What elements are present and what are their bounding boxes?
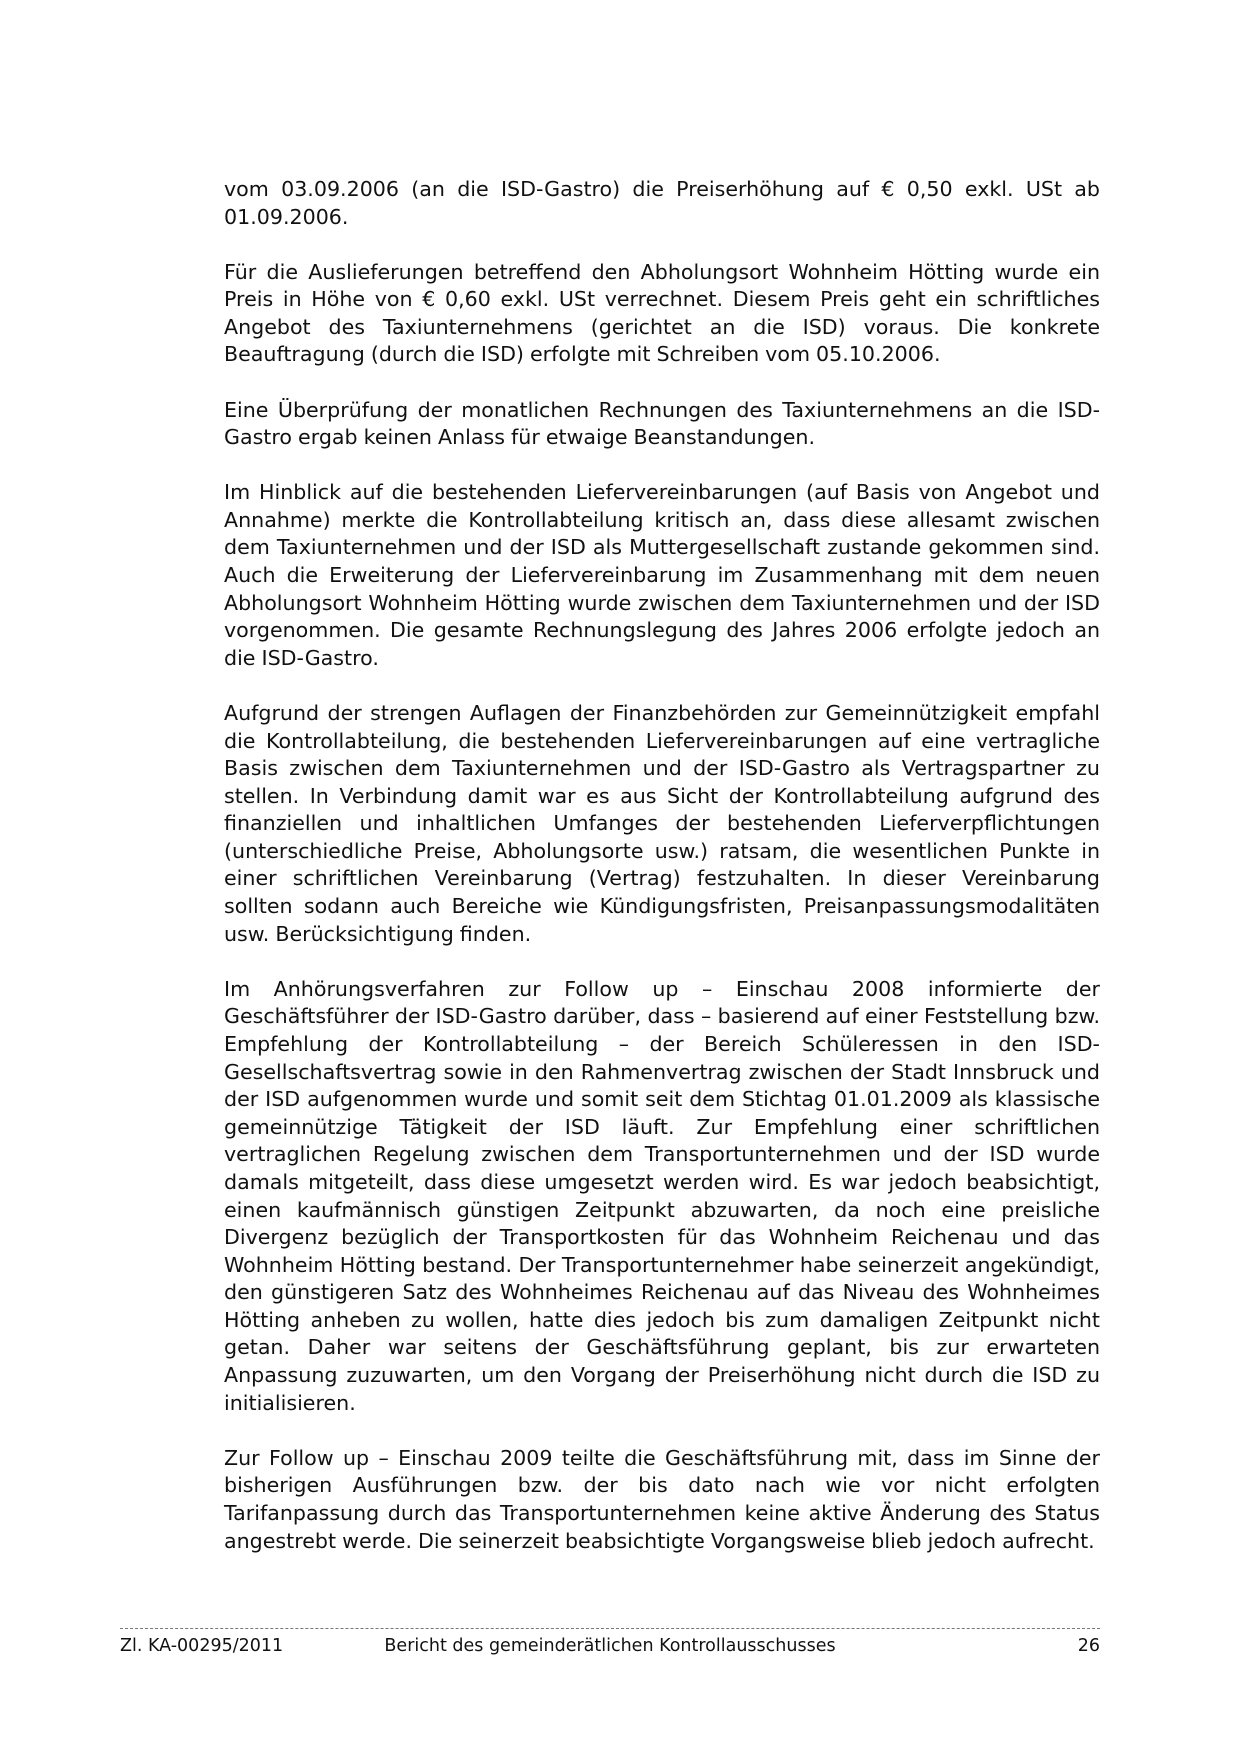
- footer-divider: [120, 1628, 1100, 1629]
- footer-page-number: 26: [1077, 1636, 1100, 1656]
- page-footer: [120, 1634, 1100, 1660]
- paragraph-follow-up-2008: Im Anhörungsverfahren zur Follow up – Einschau 2008 informierte der Geschäftsführer der ISD-Gastro darüber, dass – basierend auf einer Feststellung bzw. Empfehlung der Kontrollabteilung – der Bereich Schüleressen in den ISD-Gesellschaftsvertrag sowie in den Rahmenvertrag zwischen der Stadt Innsbruck und der ISD aufgenommen wurde und somit seit dem Stichtag 01.01.2009 als klassische gemeinnützige Tätigkeit der ISD läuft. Zur Empfehlung einer schriftlichen vertraglichen Regelung zwischen dem Transportunternehmen und der ISD wurde damals mitgeteilt, dass diese umgesetzt werden wird. Es war jedoch beabsichtigt, einen kaufmännisch günstigen Zeitpunkt abzuwarten, da noch eine preisliche Divergenz bezüglich der Transportkosten für das Wohnheim Reichenau und das Wohnheim Hötting bestand. Der Transportunternehmer habe seinerzeit angekündigt, den günstigeren Satz des Wohnheimes Reichenau auf das Niveau des Wohnheimes Hötting anheben zu wollen, hatte dies jedoch bis zum damaligen Zeitpunkt nicht getan. Daher war seitens der Geschäftsführung geplant, bis zur erwarteten Anpassung zuzuwarten, um den Vorgang der Preiserhöhung nicht durch die ISD zu initialisieren.: [224, 976, 1100, 1415]
- paragraph-delivery-agreements: Im Hinblick auf die bestehenden Liefervereinbarungen (auf Basis von Angebot und Annahme) merkte die Kontrollabteilung kritisch an, dass diese allesamt zwischen dem Taxiunternehmen und der ISD als Muttergesellschaft zustande gekommen sind. Auch die Erweiterung der Liefervereinbarung im Zusammenhang mit dem neuen Abholungsort Wohnheim Hötting wurde zwischen dem Taxiunternehmen und der ISD vorgenommen. Die gesamte Rechnungslegung des Jahres 2006 erfolgte jedoch an die ISD-Gastro.: [224, 480, 1100, 670]
- footer-report-title: Bericht des gemeinderätlichen Kontrollausschusses: [384, 1636, 836, 1656]
- footer-reference-number: Zl. KA-00295/2011: [120, 1636, 284, 1656]
- paragraph-invoice-review: Eine Überprüfung der monatlichen Rechnungen des Taxiunternehmens an die ISD-Gastro ergab keinen Anlass für etwaige Beanstandungen.: [224, 397, 1100, 450]
- paragraph-recommendation: Aufgrund der strengen Auflagen der Finanzbehörden zur Gemeinnützigkeit empfahl die Kontrollabteilung, die bestehenden Liefervereinbarungen auf eine vertragliche Basis zwischen dem Taxiunternehmen und der ISD-Gastro als Vertragspartner zu stellen. In Verbindung damit war es aus Sicht der Kontrollabteilung aufgrund des finanziellen und inhaltlichen Umfanges der bestehenden Lieferverpflichtungen (unterschiedliche Preise, Abholungsorte usw.) ratsam, die wesentlichen Punkte in einer schriftlichen Vereinbarung (Vertrag) festzuhalten. In dieser Vereinbarung sollten sodann auch Bereiche wie Kündigungsfristen, Preisanpassungsmodalitäten usw. Berücksichtigung finden.: [224, 700, 1100, 946]
- paragraph-follow-up-2009: Zur Follow up – Einschau 2009 teilte die Geschäftsführung mit, dass im Sinne der bisherigen Ausführungen bzw. der bis dato nach wie vor nicht erfolgten Tarifanpassung durch das Transportunternehmen keine aktive Änderung des Status angestrebt werde. Die seinerzeit beabsichtigte Vorgangsweise blieb jedoch aufrecht.: [224, 1445, 1100, 1553]
- paragraph-hoetting-pricing: Für die Auslieferungen betreffend den Abholungsort Wohnheim Hötting wurde ein Preis in Höhe von € 0,60 exkl. USt verrechnet. Diesem Preis geht ein schriftliches Angebot des Taxiunternehmens (gerichtet an die ISD) voraus. Die konkrete Beauftragung (durch die ISD) erfolgte mit Schreiben vom 05.10.2006.: [224, 259, 1100, 367]
- document-body: [224, 176, 1100, 1583]
- paragraph-continuation: vom 03.09.2006 (an die ISD-Gastro) die Preiserhöhung auf € 0,50 exkl. USt ab 01.09.2006.: [224, 177, 1100, 229]
